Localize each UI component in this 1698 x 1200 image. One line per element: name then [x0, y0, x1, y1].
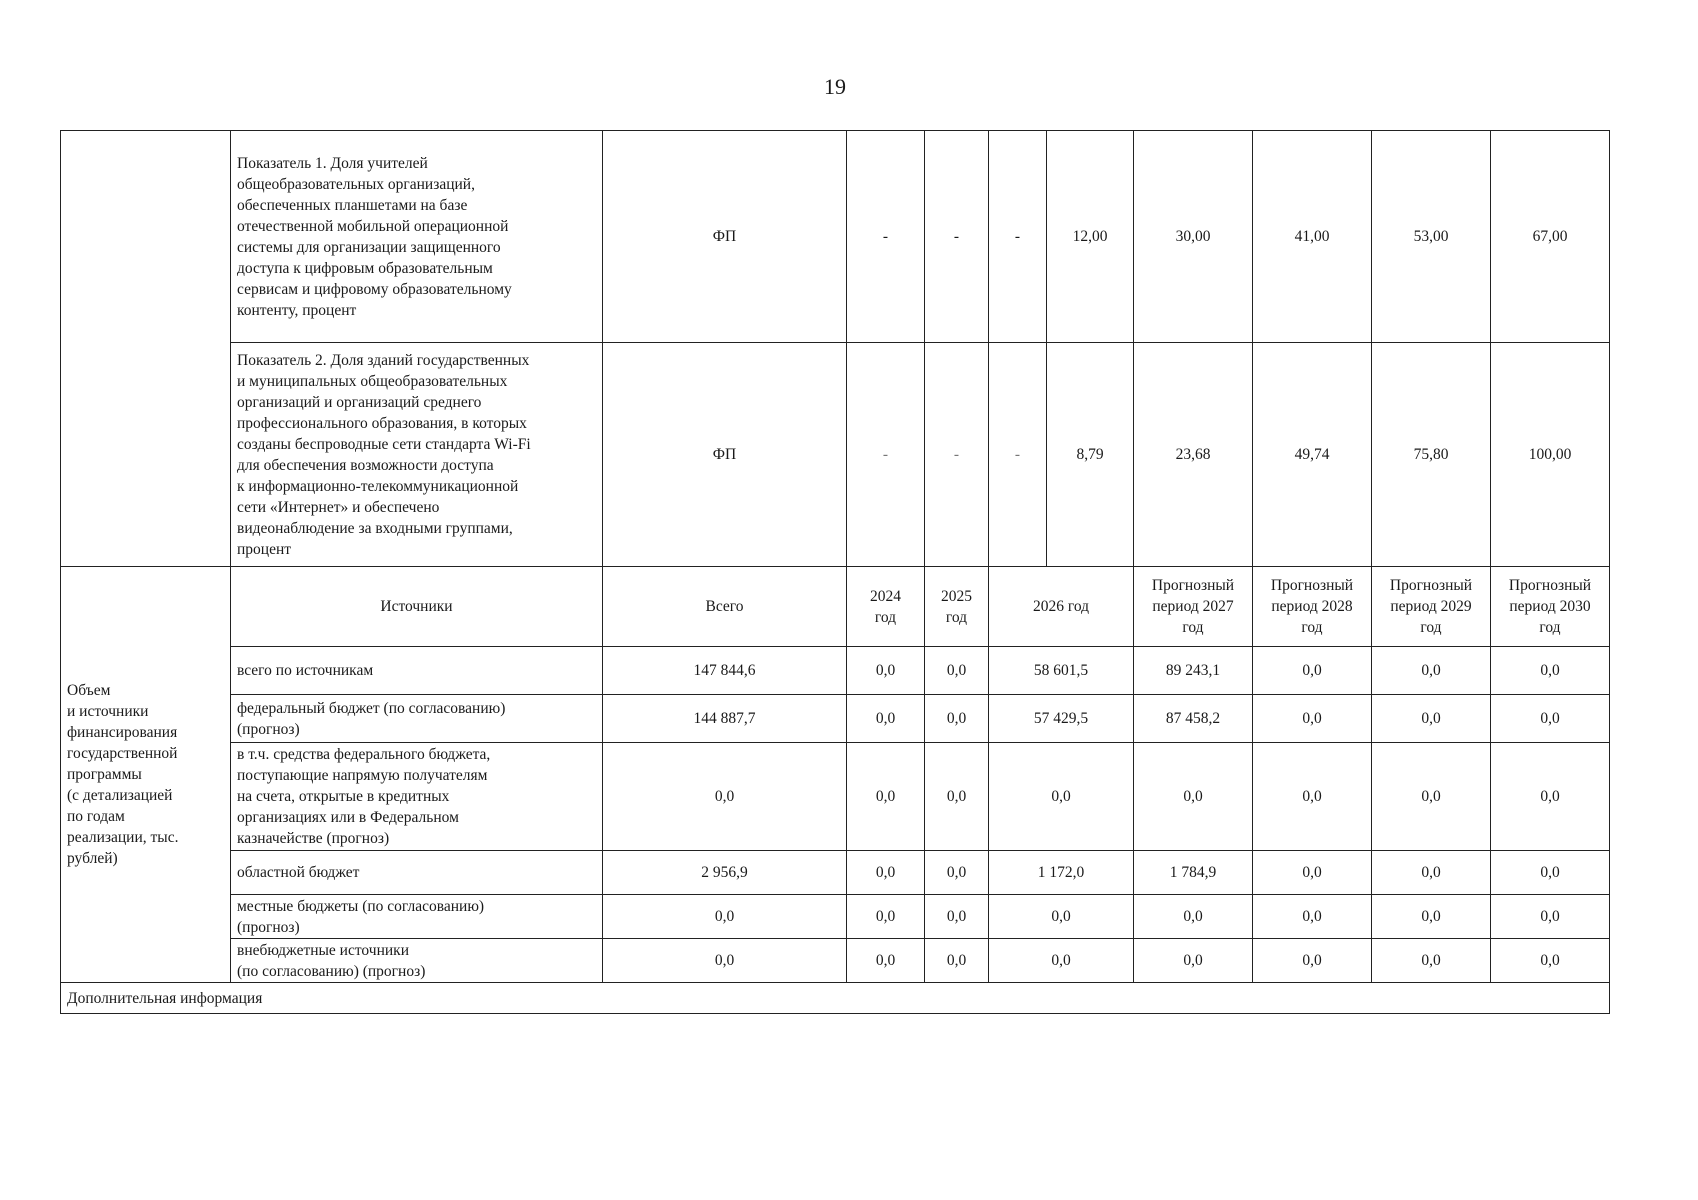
funding-value: 0,0 — [847, 851, 925, 895]
funding-header-row — [61, 567, 1610, 647]
funding-value: 0,0 — [1253, 743, 1372, 851]
funding-value: 0,0 — [847, 895, 925, 939]
indicator-value: - — [925, 343, 989, 567]
funding-value: 0,0 — [925, 743, 989, 851]
funding-value: 0,0 — [1134, 895, 1253, 939]
funding-value: 0,0 — [1134, 743, 1253, 851]
additional-info: Дополнительная информация — [61, 983, 1610, 1014]
indicator-source: ФП — [603, 131, 847, 343]
indicator-value: - — [847, 131, 925, 343]
funding-value: 0,0 — [1372, 851, 1491, 895]
funding-value: 0,0 — [925, 939, 989, 983]
funding-row — [61, 647, 1610, 695]
funding-row-label: Объем и источники финансирования государственной программы (с детализацией по годам реализации, тыс. рублей) — [61, 567, 231, 983]
funding-value: 87 458,2 — [1134, 695, 1253, 743]
funding-value: 0,0 — [989, 939, 1134, 983]
funding-value: 0,0 — [1253, 939, 1372, 983]
header-total: Всего — [603, 567, 847, 647]
funding-source-label: внебюджетные источники (по согласованию) (прогноз) — [231, 939, 603, 983]
funding-value: 0,0 — [1372, 895, 1491, 939]
funding-value: 57 429,5 — [989, 695, 1134, 743]
funding-value: 0,0 — [989, 895, 1134, 939]
funding-value: 0,0 — [847, 647, 925, 695]
funding-value: 0,0 — [603, 939, 847, 983]
funding-value: 0,0 — [603, 895, 847, 939]
funding-value: 0,0 — [1372, 695, 1491, 743]
funding-value: 144 887,7 — [603, 695, 847, 743]
funding-value: 0,0 — [1253, 895, 1372, 939]
funding-value: 0,0 — [925, 851, 989, 895]
indicator-value: - — [989, 131, 1047, 343]
header-2027: Прогнозный период 2027 год — [1134, 567, 1253, 647]
funding-value: 147 844,6 — [603, 647, 847, 695]
funding-value: 0,0 — [1134, 939, 1253, 983]
funding-value: 0,0 — [1491, 647, 1610, 695]
funding-row — [61, 743, 1610, 851]
indicator-value: - — [847, 343, 925, 567]
indicator-value: 12,00 — [1047, 131, 1134, 343]
funding-row — [61, 895, 1610, 939]
funding-value: 0,0 — [1491, 939, 1610, 983]
funding-value: 0,0 — [1491, 851, 1610, 895]
funding-value: 0,0 — [925, 695, 989, 743]
indicator-value: 49,74 — [1253, 343, 1372, 567]
funding-source-label: местные бюджеты (по согласованию) (прогноз) — [231, 895, 603, 939]
funding-source-label: областной бюджет — [231, 851, 603, 895]
funding-value: 0,0 — [925, 895, 989, 939]
funding-value: 0,0 — [925, 647, 989, 695]
funding-row — [61, 695, 1610, 743]
funding-value: 89 243,1 — [1134, 647, 1253, 695]
funding-value: 0,0 — [847, 695, 925, 743]
indicator-row — [61, 343, 1610, 567]
indicator-name: Показатель 1. Доля учителей общеобразовательных организаций, обеспеченных планшетами на базе отечественной мобильной операционной системы для организации защищенного доступа к цифровым образовательным сервисам и цифровому образовательному контенту, процент — [231, 131, 603, 343]
header-2029: Прогнозный период 2029 год — [1372, 567, 1491, 647]
funding-value: 1 784,9 — [1134, 851, 1253, 895]
additional-info-row — [61, 983, 1610, 1014]
page-number: 19 — [824, 74, 846, 99]
funding-row — [61, 939, 1610, 983]
funding-value: 0,0 — [1491, 895, 1610, 939]
funding-source-label: федеральный бюджет (по согласованию) (прогноз) — [231, 695, 603, 743]
funding-value: 0,0 — [1491, 695, 1610, 743]
funding-value: 2 956,9 — [603, 851, 847, 895]
indicator-value: 100,00 — [1491, 343, 1610, 567]
indicator-source: ФП — [603, 343, 847, 567]
indicator-value: 8,79 — [1047, 343, 1134, 567]
funding-row — [61, 851, 1610, 895]
funding-value: 0,0 — [1491, 743, 1610, 851]
funding-value: 0,0 — [847, 939, 925, 983]
indicator-group-empty-cell — [61, 131, 231, 567]
indicator-row — [61, 131, 1610, 343]
indicator-name: Показатель 2. Доля зданий государственных и муниципальных общеобразовательных организаций и организаций среднего профессионального образования, в которых созданы беспроводные сети стандарта Wi-Fi для обеспечения возможности доступа к информационно-телекоммуникационной сети «Интернет» и обеспечено видеонаблюдение за входными группами, процент — [231, 343, 603, 567]
funding-value: 0,0 — [1372, 647, 1491, 695]
indicator-value: 53,00 — [1372, 131, 1491, 343]
header-2025: 2025 год — [925, 567, 989, 647]
indicator-value: - — [989, 343, 1047, 567]
header-2026: 2026 год — [989, 567, 1134, 647]
indicator-value: 75,80 — [1372, 343, 1491, 567]
funding-source-label: всего по источникам — [231, 647, 603, 695]
indicator-value: 30,00 — [1134, 131, 1253, 343]
funding-value: 0,0 — [1372, 743, 1491, 851]
funding-value: 0,0 — [1253, 851, 1372, 895]
header-2028: Прогнозный период 2028 год — [1253, 567, 1372, 647]
funding-source-label: в т.ч. средства федерального бюджета, поступающие напрямую получателям на счета, открытые в кредитных организациях или в Федеральном казначействе (прогноз) — [231, 743, 603, 851]
header-sources: Источники — [231, 567, 603, 647]
funding-value: 0,0 — [603, 743, 847, 851]
funding-value: 0,0 — [847, 743, 925, 851]
indicator-value: 41,00 — [1253, 131, 1372, 343]
indicator-value: - — [925, 131, 989, 343]
funding-value: 58 601,5 — [989, 647, 1134, 695]
funding-value: 0,0 — [1372, 939, 1491, 983]
indicator-value: 23,68 — [1134, 343, 1253, 567]
funding-value: 0,0 — [1253, 695, 1372, 743]
header-2024: 2024 год — [847, 567, 925, 647]
program-table — [60, 130, 1610, 1014]
funding-value: 0,0 — [989, 743, 1134, 851]
funding-value: 1 172,0 — [989, 851, 1134, 895]
indicator-value: 67,00 — [1491, 131, 1610, 343]
funding-value: 0,0 — [1253, 647, 1372, 695]
header-2030: Прогнозный период 2030 год — [1491, 567, 1610, 647]
